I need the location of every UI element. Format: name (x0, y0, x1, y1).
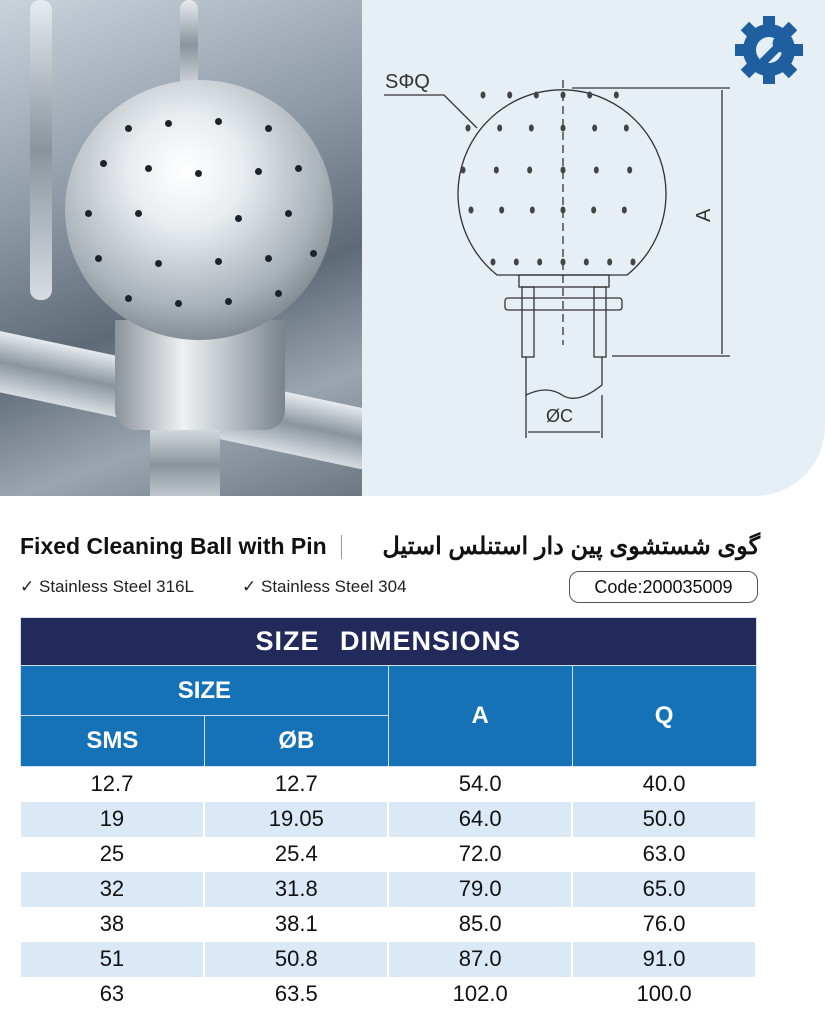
spray-hole (265, 255, 272, 262)
table-cell: 63.5 (204, 977, 388, 1012)
size-dimensions-table (20, 617, 757, 1012)
table-cell: 76.0 (572, 907, 756, 942)
table-row (21, 802, 757, 837)
check-icon: ✓ (20, 577, 35, 596)
table-row (21, 907, 757, 942)
spray-hole (561, 259, 566, 266)
spray-hole (530, 207, 535, 214)
spray-hole (507, 92, 512, 99)
spray-hole (125, 125, 132, 132)
spray-hole (135, 210, 142, 217)
spray-hole (587, 92, 592, 99)
spray-hole (561, 92, 566, 99)
table-row (21, 837, 757, 872)
table-cell: 65.0 (572, 872, 756, 907)
spray-hole (215, 258, 222, 265)
product-code: Code:200035009 (569, 571, 758, 603)
spray-hole (534, 92, 539, 99)
size-header: SIZE (21, 666, 389, 716)
col-b-header: ØB (204, 716, 388, 767)
table-cell: 50.0 (572, 802, 756, 837)
spray-hole (514, 259, 519, 266)
table-cell: 100.0 (572, 977, 756, 1012)
spray-hole (255, 168, 262, 175)
spray-hole (235, 215, 242, 222)
table-cell: 31.8 (204, 872, 388, 907)
table-row (21, 942, 757, 977)
spray-hole (494, 167, 499, 174)
material-316l: ✓ Stainless Steel 316L (20, 577, 194, 596)
spray-hole (592, 125, 597, 132)
spray-hole (537, 259, 542, 266)
table-cell: 12.7 (21, 767, 205, 802)
table-cell: 25 (21, 837, 205, 872)
product-photo (0, 0, 362, 496)
table-cell: 64.0 (388, 802, 572, 837)
spray-hole (561, 207, 566, 214)
spray-hole (481, 92, 486, 99)
spray-hole (125, 295, 132, 302)
table-cell: 91.0 (572, 942, 756, 977)
check-icon: ✓ (242, 577, 257, 596)
technical-drawing (362, 0, 825, 496)
material-304: ✓ Stainless Steel 304 (242, 577, 407, 596)
spray-hole (594, 167, 599, 174)
spray-hole (627, 167, 632, 174)
title-divider (341, 535, 342, 559)
title-english: Fixed Cleaning Ball with Pin (20, 533, 327, 559)
table-cell: 12.7 (204, 767, 388, 802)
spray-hole (622, 207, 627, 214)
spray-hole (499, 207, 504, 214)
col-sms-header: SMS (21, 716, 205, 767)
table-cell: 38.1 (204, 907, 388, 942)
col-a-header: A (388, 666, 572, 767)
spray-hole (175, 300, 182, 307)
table-cell: 19.05 (204, 802, 388, 837)
spray-hole (561, 167, 566, 174)
spray-hole (195, 170, 202, 177)
table-cell: 63.0 (572, 837, 756, 872)
spray-hole (497, 125, 502, 132)
diameter-label: ØC (546, 406, 573, 426)
spray-hole (469, 207, 474, 214)
table-cell: 87.0 (388, 942, 572, 977)
spray-hole (529, 125, 534, 132)
table-cell: 25.4 (204, 837, 388, 872)
table-cell: 19 (21, 802, 205, 837)
spray-hole (584, 259, 589, 266)
spray-hole (85, 210, 92, 217)
spray-hole (461, 167, 466, 174)
spray-hole (215, 118, 222, 125)
table-cell: 79.0 (388, 872, 572, 907)
spray-hole (591, 207, 596, 214)
table-cell: 50.8 (204, 942, 388, 977)
spray-hole (95, 255, 102, 262)
table-row (21, 977, 757, 1012)
title-persian: گوی شستشوی پین دار استنلس استیل (382, 533, 760, 560)
spray-hole (310, 250, 317, 257)
table-cell: 63 (21, 977, 205, 1012)
table-cell: 40.0 (572, 767, 756, 802)
spray-hole (100, 160, 107, 167)
spray-hole (631, 259, 636, 266)
spray-hole (295, 165, 302, 172)
spray-hole (165, 120, 172, 127)
table-row (21, 872, 757, 907)
spray-hole (614, 92, 619, 99)
spray-hole (265, 125, 272, 132)
spray-hole (527, 167, 532, 174)
spray-hole (145, 165, 152, 172)
spray-hole (624, 125, 629, 132)
table-title: SIZE DIMENSIONS (21, 618, 757, 666)
table-cell: 72.0 (388, 837, 572, 872)
table-cell: 54.0 (388, 767, 572, 802)
table-row (21, 767, 757, 802)
spray-hole (607, 259, 612, 266)
spray-hole (225, 298, 232, 305)
spray-hole (285, 210, 292, 217)
height-label: A (693, 208, 715, 222)
spray-hole (275, 290, 282, 297)
table-cell: 102.0 (388, 977, 572, 1012)
spray-hole (155, 260, 162, 267)
spray-hole (561, 125, 566, 132)
table-cell: 85.0 (388, 907, 572, 942)
table-cell: 38 (21, 907, 205, 942)
col-q-header: Q (572, 666, 756, 767)
table-cell: 32 (21, 872, 205, 907)
spray-hole (466, 125, 471, 132)
spray-hole (491, 259, 496, 266)
table-cell: 51 (21, 942, 205, 977)
gear-wrench-icon (735, 16, 803, 84)
sphere-label: SΦQ (385, 71, 430, 93)
product-title (20, 532, 760, 561)
